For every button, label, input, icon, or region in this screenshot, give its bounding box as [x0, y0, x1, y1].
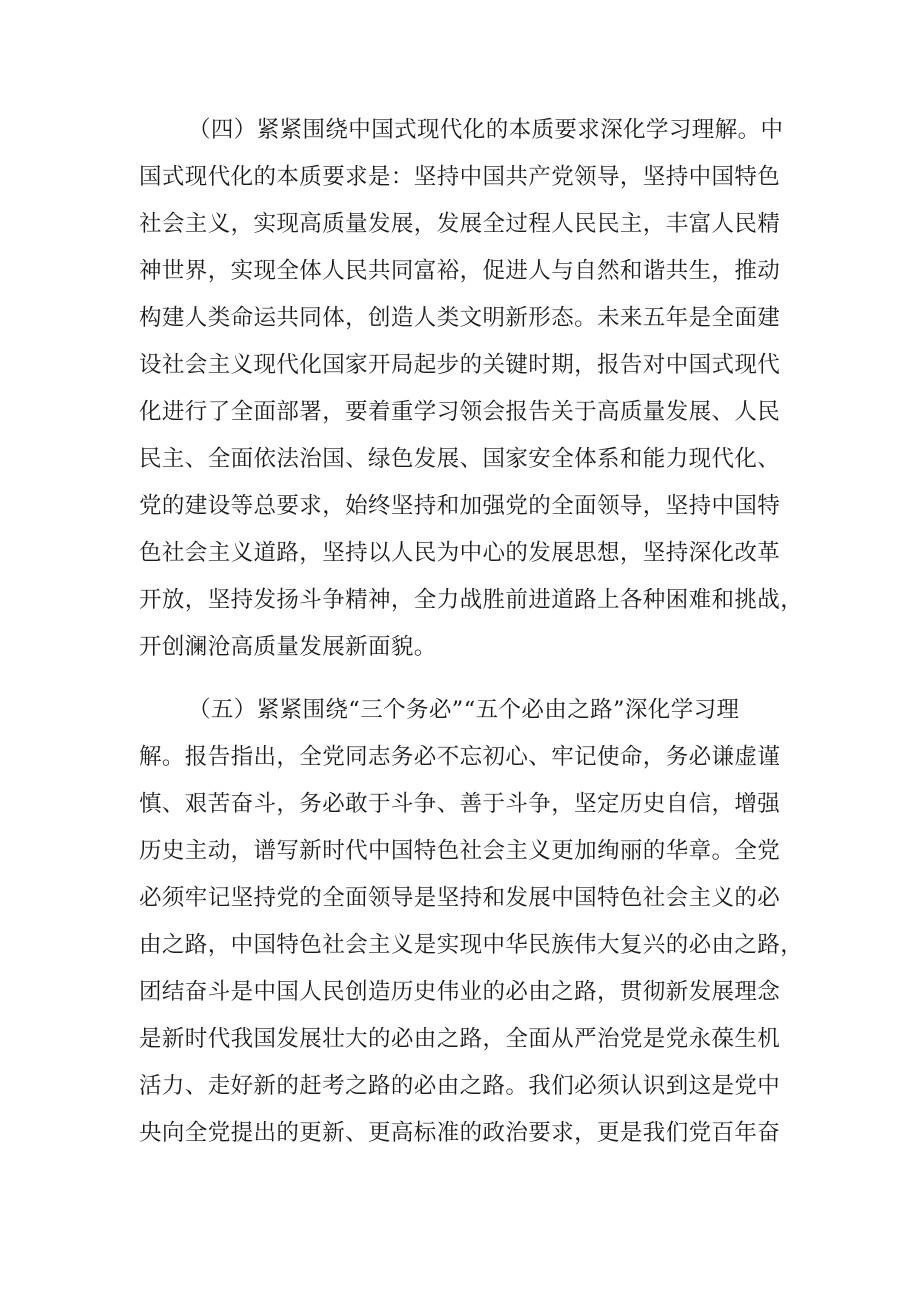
text-line: 解。报告指出，全党同志务必不忘初心、牢记使命，务必谦虚谨 [139, 744, 781, 770]
text-line: 国式现代化的本质要求是：坚持中国共产党领导，坚持中国特色 [139, 164, 781, 190]
text-line: 色社会主义道路，坚持以人民为中心的发展思想，坚持深化改革 [139, 540, 781, 566]
text-line: （五）紧紧围绕“三个务必”“五个必由之路”深化学习理 [188, 697, 740, 723]
text-line: 民主、全面依法治国、绿色发展、国家安全体系和能力现代化、 [139, 446, 781, 472]
text-line: 开放，坚持发扬斗争精神，全力战胜前进道路上各种困难和挑战， [139, 587, 804, 613]
text-line: （四）紧紧围绕中国式现代化的本质要求深化学习理解。中 [188, 117, 784, 143]
text-line: 央向全党提出的更新、更高标准的政治要求，更是我们党百年奋 [139, 1120, 781, 1146]
text-line: 必须牢记坚持党的全面领导是坚持和发展中国特色社会主义的必 [139, 885, 781, 911]
text-line: 活力、走好新的赶考之路的必由之路。我们必须认识到这是党中 [139, 1073, 781, 1099]
text-line: 设社会主义现代化国家开局起步的关键时期，报告对中国式现代 [139, 352, 781, 378]
text-line: 社会主义，实现高质量发展，发展全过程人民民主，丰富人民精 [139, 211, 781, 237]
text-line: 历史主动，谱写新时代中国特色社会主义更加绚丽的华章。全党 [139, 838, 781, 864]
text-line: 党的建设等总要求，始终坚持和加强党的全面领导，坚持中国特 [139, 493, 781, 519]
text-line: 构建人类命运共同体，创造人类文明新形态。未来五年是全面建 [139, 305, 781, 331]
text-line: 化进行了全面部署，要着重学习领会报告关于高质量发展、人民 [139, 399, 781, 425]
text-line: 开创澜沧高质量发展新面貌。 [139, 634, 437, 660]
text-line: 神世界，实现全体人民共同富裕，促进人与自然和谐共生，推动 [139, 258, 781, 284]
text-line: 慎、艰苦奋斗，务必敢于斗争、善于斗争，坚定历史自信，增强 [139, 791, 781, 817]
text-line: 由之路，中国特色社会主义是实现中华民族伟大复兴的必由之路， [139, 932, 804, 958]
text-line: 团结奋斗是中国人民创造历史伟业的必由之路，贯彻新发展理念 [139, 979, 781, 1005]
text-line: 是新时代我国发展壮大的必由之路，全面从严治党是党永葆生机 [139, 1026, 781, 1052]
